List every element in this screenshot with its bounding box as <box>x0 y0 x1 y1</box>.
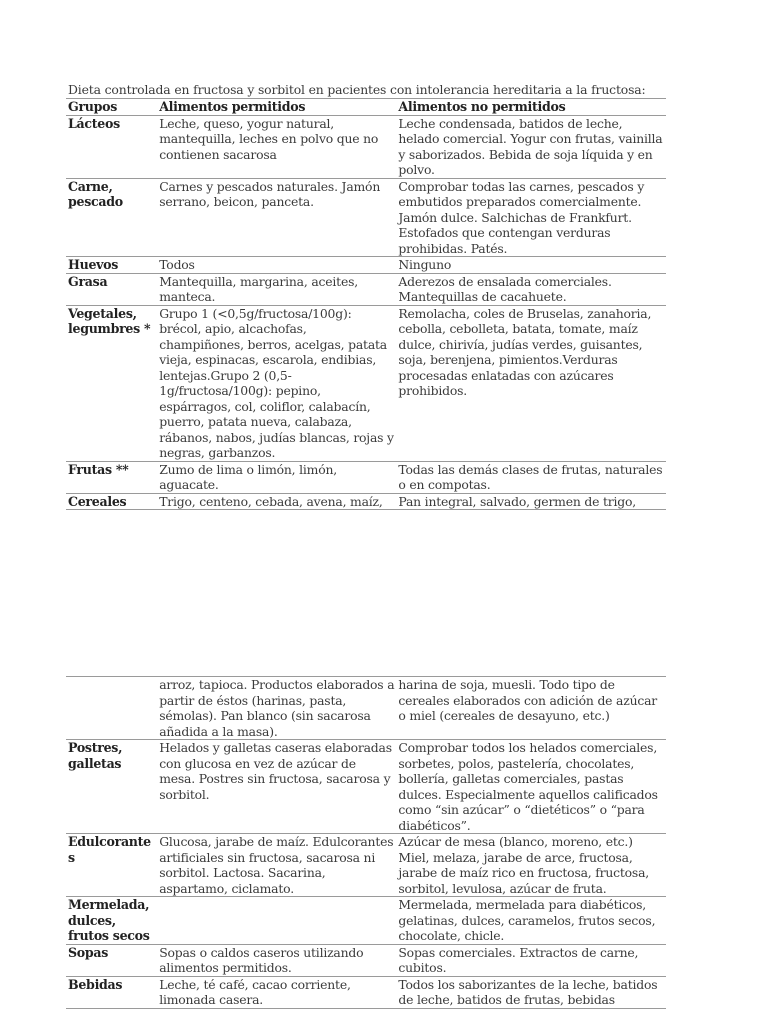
allowed-cell: Glucosa, jarabe de maíz. Edulcorantes artificiales sin fructosa, sacarosa ni sorbitol. Lactosa. Sacarina, aspartamo, ciclamato. <box>157 834 396 897</box>
forbidden-cell: Todas las demás clases de frutas, naturales o en compotas. <box>396 461 666 493</box>
table-header-row <box>66 99 666 116</box>
table-row <box>66 461 666 493</box>
group-cell <box>66 677 157 740</box>
group-cell: Frutas ** <box>66 461 157 493</box>
table-row <box>66 305 666 461</box>
diet-table-part-2 <box>66 676 666 1009</box>
allowed-cell: Sopas o caldos caseros utilizando alimentos permitidos. <box>157 944 396 976</box>
allowed-cell: Todos <box>157 257 396 274</box>
header-groups: Grupos <box>66 99 157 116</box>
table-row <box>66 897 666 945</box>
forbidden-cell: Comprobar todos los helados comerciales, sorbetes, polos, pastelería, chocolates, bollería, galletas comerciales, pastas dulces. Especialmente aquellos calificados como “sin azúcar” o “dietéticos” o “para diabéticos”. <box>396 740 666 834</box>
allowed-cell: Zumo de lima o limón, limón, aguacate. <box>157 461 396 493</box>
table-row <box>66 834 666 897</box>
group-cell: Huevos <box>66 257 157 274</box>
group-cell: Cereales <box>66 493 157 510</box>
table-row <box>66 976 666 1008</box>
table-row <box>66 944 666 976</box>
forbidden-cell: Remolacha, coles de Bruselas, zanahoria, cebolla, cebolleta, batata, tomate, maíz dulce, chirivía, judías verdes, guisantes, soja, berenjena, pimientos.Verduras procesadas enlatadas con azúcares prohibidos. <box>396 305 666 461</box>
group-cell: Edulcorantes <box>66 834 157 897</box>
allowed-cell: Mantequilla, margarina, aceites, manteca. <box>157 273 396 305</box>
table-row <box>66 257 666 274</box>
table-row <box>66 677 666 740</box>
header-allowed: Alimentos permitidos <box>157 99 396 116</box>
forbidden-cell: Mermelada, mermelada para diabéticos, gelatinas, dulces, caramelos, frutos secos, chocolate, chicle. <box>396 897 666 945</box>
group-cell: Sopas <box>66 944 157 976</box>
forbidden-cell: harina de soja, muesli. Todo tipo de cereales elaborados con adición de azúcar o miel (cereales de desayuno, etc.) <box>396 677 666 740</box>
forbidden-cell: Azúcar de mesa (blanco, moreno, etc.) Miel, melaza, jarabe de arce, fructosa, jarabe de maíz rico en fructosa, fructosa, sorbitol, levulosa, azúcar de fruta. <box>396 834 666 897</box>
allowed-cell: Leche, té café, cacao corriente, limonada casera. <box>157 976 396 1008</box>
allowed-cell: Carnes y pescados naturales. Jamón serrano, beicon, panceta. <box>157 178 396 257</box>
forbidden-cell: Ninguno <box>396 257 666 274</box>
table-row <box>66 493 666 510</box>
group-cell: Vegetales, legumbres * <box>66 305 157 461</box>
allowed-cell: Grupo 1 (<0,5g/fructosa/100g): brécol, apio, alcachofas, champiñones, berros, acelgas, patata vieja, espinacas, escarola, endibias, lentejas.Grupo 2 (0,5-1g/fructosa/100g): pepino, espárragos, col, coliflor, calabacín, puerro, patata nueva, calabaza, rábanos, nabos, judías blancas, rojas y negras, garbanzos. <box>157 305 396 461</box>
group-cell: Postres, galletas <box>66 740 157 834</box>
allowed-cell: Trigo, centeno, cebada, avena, maíz, <box>157 493 396 510</box>
allowed-cell: Leche, queso, yogur natural, mantequilla, leches en polvo que no contienen sacarosa <box>157 115 396 178</box>
forbidden-cell: Comprobar todas las carnes, pescados y embutidos preparados comercialmente. Jamón dulce. Salchichas de Frankfurt. Estofados que contengan verduras prohibidas. Patés. <box>396 178 666 257</box>
forbidden-cell: Leche condensada, batidos de leche, helado comercial. Yogur con frutas, vainilla y saborizados. Bebida de soja líquida y en polvo. <box>396 115 666 178</box>
header-forbidden: Alimentos no permitidos <box>396 99 666 116</box>
forbidden-cell: Pan integral, salvado, germen de trigo, <box>396 493 666 510</box>
diet-table-part-1 <box>66 98 666 510</box>
forbidden-cell: Aderezos de ensalada comerciales. Mantequillas de cacahuete. <box>396 273 666 305</box>
table-row <box>66 740 666 834</box>
group-cell: Lácteos <box>66 115 157 178</box>
group-cell: Mermelada, dulces, frutos secos <box>66 897 157 945</box>
group-cell: Bebidas <box>66 976 157 1008</box>
forbidden-cell: Sopas comerciales. Extractos de carne, cubitos. <box>396 944 666 976</box>
forbidden-cell: Todos los saborizantes de la leche, batidos de leche, batidos de frutas, bebidas <box>396 976 666 1008</box>
allowed-cell: Helados y galletas caseras elaboradas con glucosa en vez de azúcar de mesa. Postres sin fructosa, sacarosa y sorbitol. <box>157 740 396 834</box>
table-row <box>66 178 666 257</box>
table-caption: Dieta controlada en fructosa y sorbitol en pacientes con intolerancia hereditaria a la fructosa: <box>68 82 646 97</box>
table-row <box>66 273 666 305</box>
allowed-cell: arroz, tapioca. Productos elaborados a partir de éstos (harinas, pasta, sémolas). Pan blanco (sin sacarosa añadida a la masa). <box>159 677 395 739</box>
allowed-cell <box>157 897 396 945</box>
group-cell: Grasa <box>66 273 157 305</box>
group-cell: Carne, pescado <box>66 178 157 257</box>
table-row <box>66 115 666 178</box>
